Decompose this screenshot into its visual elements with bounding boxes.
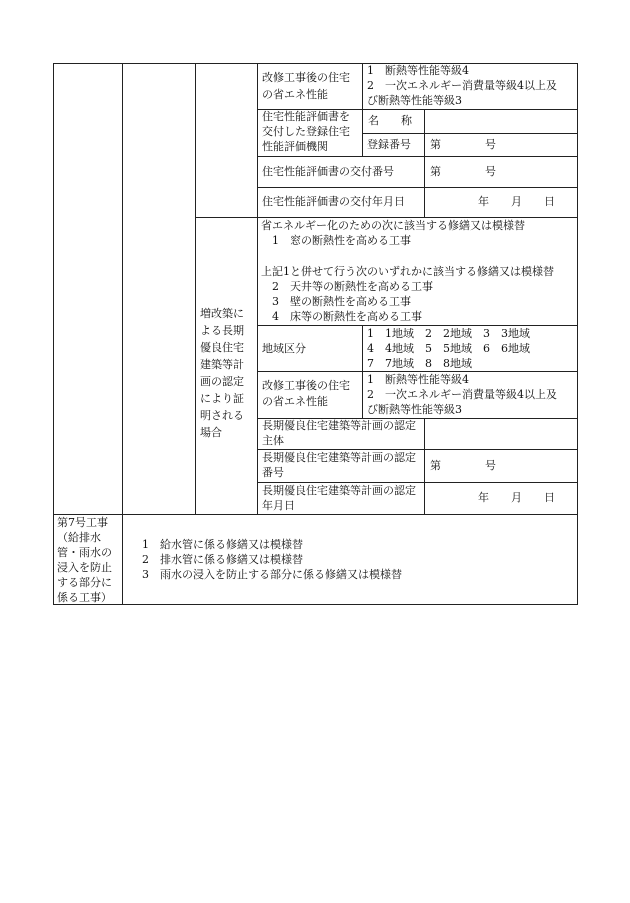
rule bbox=[362, 133, 578, 134]
rule bbox=[257, 156, 578, 157]
side-label-line: 優良住宅 bbox=[200, 341, 244, 354]
side-label-line: により証 bbox=[200, 392, 244, 405]
cert-date-value: 年 月 日 bbox=[478, 491, 555, 504]
region-line: 4 4地域 5 5地域 6 6地域 bbox=[367, 342, 530, 355]
rule bbox=[195, 63, 196, 514]
label-line: 改修工事後の住宅 bbox=[262, 379, 350, 392]
region-label: 地域区分 bbox=[262, 342, 306, 355]
option-line: 2 一次エネルギー消費量等級4以上及 bbox=[367, 388, 557, 401]
work-line: 4 床等の断熱性を高める工事 bbox=[261, 310, 422, 323]
rule bbox=[122, 514, 123, 604]
reg-no-value: 第 号 bbox=[430, 138, 496, 151]
side-label-line: 増改築に bbox=[200, 307, 244, 320]
rule bbox=[257, 187, 578, 188]
label-line: 管・雨水の bbox=[57, 546, 112, 559]
label-line: の省エネ性能 bbox=[262, 395, 328, 408]
issue-no-label: 住宅性能評価書の交付番号 bbox=[262, 165, 394, 178]
label-line: 第7号工事 bbox=[57, 516, 108, 529]
rule bbox=[53, 514, 578, 515]
rule bbox=[122, 63, 123, 514]
option-line: び断熱等性能等級3 bbox=[367, 403, 462, 416]
option-line: び断熱等性能等級3 bbox=[367, 94, 462, 107]
rule bbox=[362, 325, 363, 418]
work-line: 2 天井等の断熱性を高める工事 bbox=[261, 280, 433, 293]
rule bbox=[424, 109, 425, 217]
work-line: 1 窓の断熱性を高める工事 bbox=[261, 234, 411, 247]
side-label-line: 場合 bbox=[200, 426, 222, 439]
issue-no-value: 第 号 bbox=[430, 165, 496, 178]
label-line: する部分に bbox=[57, 576, 112, 589]
label-line: 交付した登録住宅 bbox=[262, 125, 350, 138]
side-label-line: 建築等計 bbox=[200, 358, 244, 371]
label-line: 長期優良住宅建築等計画の認定 bbox=[262, 419, 416, 432]
region-line: 7 7地域 8 8地域 bbox=[367, 357, 472, 370]
option-line: 1 断熱等性能等級4 bbox=[367, 373, 469, 386]
label-line: 浸入を防止 bbox=[57, 561, 112, 574]
label-line: 番号 bbox=[262, 466, 284, 479]
work7-item: 2 排水管に係る修繕又は模様替 bbox=[142, 553, 303, 566]
label-line: 長期優良住宅建築等計画の認定 bbox=[262, 484, 416, 497]
issue-date-value: 年 月 日 bbox=[478, 195, 555, 208]
option-line: 2 一次エネルギー消費量等級4以上及 bbox=[367, 79, 557, 92]
side-label-line: よる長期 bbox=[200, 324, 244, 337]
label-line: 年月日 bbox=[262, 499, 295, 512]
rule bbox=[53, 63, 54, 605]
region-line: 1 1地域 2 2地域 3 3地域 bbox=[367, 327, 530, 340]
cert-no-value: 第 号 bbox=[430, 459, 496, 472]
rule bbox=[577, 63, 578, 605]
rule bbox=[424, 418, 425, 514]
name-label: 名 称 bbox=[368, 114, 412, 127]
work-line: 省エネルギー化のための次に該当する修繕又は模様替 bbox=[261, 219, 525, 232]
work-line: 上記1と併せて行う次のいずれかに該当する修繕又は模様替 bbox=[261, 265, 554, 278]
label-line: 住宅性能評価書を bbox=[262, 110, 350, 123]
label-line: 性能評価機関 bbox=[262, 140, 328, 153]
side-label-line: 明される bbox=[200, 409, 244, 422]
rule bbox=[362, 63, 363, 157]
rule bbox=[53, 604, 578, 605]
label-line: 改修工事後の住宅 bbox=[262, 71, 350, 84]
label-line: 長期優良住宅建築等計画の認定 bbox=[262, 451, 416, 464]
label-line: （給排水 bbox=[57, 531, 101, 544]
rule bbox=[257, 63, 258, 514]
side-label-line: 画の認定 bbox=[200, 375, 244, 388]
work-line: 3 壁の断熱性を高める工事 bbox=[261, 295, 411, 308]
work7-item: 3 雨水の浸入を防止する部分に係る修繕又は模様替 bbox=[142, 568, 402, 581]
label-line: の省エネ性能 bbox=[262, 88, 328, 101]
work7-item: 1 給水管に係る修繕又は模様替 bbox=[142, 538, 303, 551]
rule bbox=[53, 63, 578, 64]
label-line: 主体 bbox=[262, 434, 284, 447]
label-line: 係る工事） bbox=[57, 591, 112, 604]
issue-date-label: 住宅性能評価書の交付年月日 bbox=[262, 195, 405, 208]
reg-no-label: 登録番号 bbox=[367, 138, 411, 151]
option-line: 1 断熱等性能等級4 bbox=[367, 64, 469, 77]
